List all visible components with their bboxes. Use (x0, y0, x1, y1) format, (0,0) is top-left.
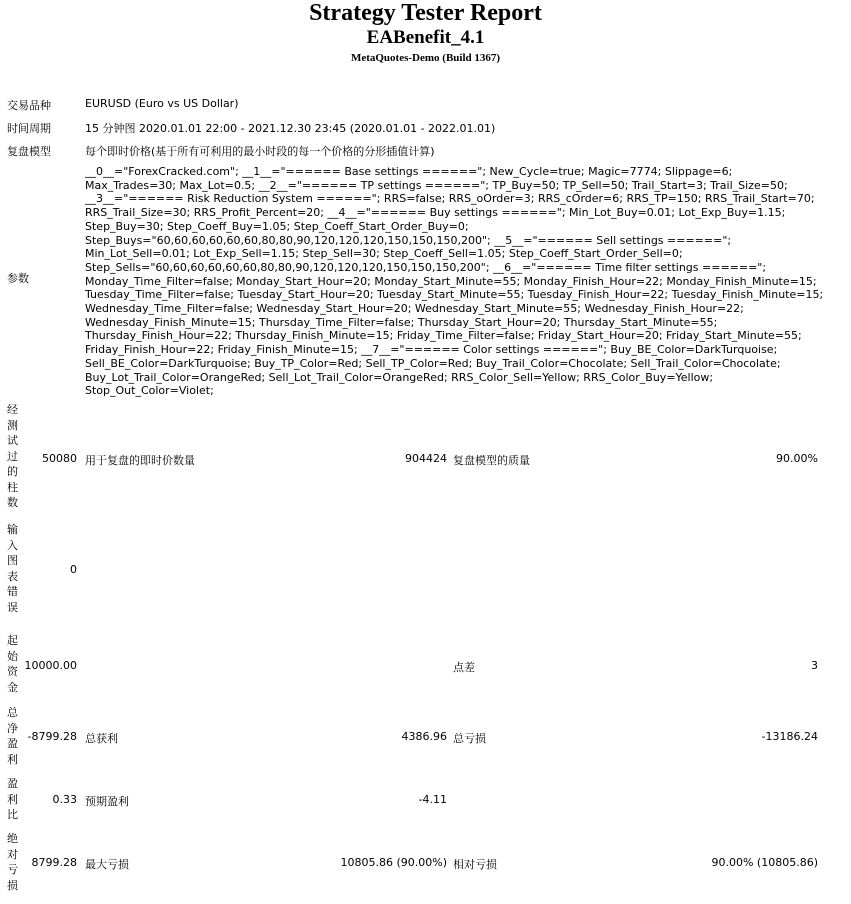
max-drawdown-label: 最大亏损 (85, 858, 129, 871)
deposit-label: 起始资金 (7, 634, 18, 694)
symbol-label: 交易品种 (7, 99, 51, 112)
model-value: 每个即时价格(基于所有可利用的最小时段的每一个价格的分形插值计算) (85, 145, 435, 158)
report-header (0, 0, 851, 66)
report-title: Strategy Tester Report (309, 0, 542, 26)
bars-value: 50080 (42, 452, 77, 465)
ea-name: EABenefit_4.1 (366, 27, 485, 48)
expected-payoff-label: 预期盈利 (85, 795, 129, 808)
spread-label: 点差 (453, 661, 475, 674)
profit-factor-label: 盈利比 (7, 777, 18, 821)
max-drawdown-value: 10805.86 (90.00%) (340, 856, 447, 869)
model-label: 复盘模型 (7, 145, 51, 158)
period-label: 时间周期 (7, 122, 51, 135)
bars-label: 经测试过的柱数 (7, 403, 18, 509)
errors-value: 0 (70, 563, 77, 576)
quality-value: 90.00% (776, 452, 818, 465)
gross-loss-label: 总亏损 (453, 732, 486, 745)
expected-payoff-value: -4.11 (418, 793, 447, 806)
ticks-value: 904424 (405, 452, 447, 465)
gross-loss-value: -13186.24 (761, 730, 818, 743)
gross-profit-value: 4386.96 (401, 730, 447, 743)
quality-label: 复盘模型的质量 (453, 454, 530, 467)
symbol-value: EURUSD (Euro vs US Dollar) (85, 97, 239, 110)
params-label: 参数 (7, 272, 29, 285)
abs-drawdown-value: 8799.28 (31, 856, 77, 869)
profit-factor-value: 0.33 (52, 793, 77, 806)
errors-label: 输入图表错误 (7, 523, 18, 614)
rel-drawdown-label: 相对亏损 (453, 858, 497, 871)
abs-drawdown-label: 绝对亏损 (7, 832, 18, 892)
deposit-value: 10000.00 (24, 659, 77, 672)
period-value: 15 分钟图 2020.01.01 22:00 - 2021.12.30 23:45 (2020.01.01 - 2022.01.01) (85, 122, 496, 135)
rel-drawdown-value: 90.00% (10805.86) (711, 856, 818, 869)
ticks-label: 用于复盘的即时价数量 (85, 454, 195, 467)
gross-profit-label: 总获利 (85, 732, 118, 745)
params-value: __0__="ForexCracked.com"; __1__="====== Base settings ======"; New_Cycle=true; Magic=7774; Slippage=6; Max_Trades=30; Max_Lot=0.5; __2__="====== TP settings ======"; TP_Buy=50; TP_Sell=50; Trail_Start=3; Trail_Size=50; __3__="====== Risk Reduction System ======"; RRS=false; RRS_oOrder=3; RRS_cOrder=6; RRS_TP=150; RRS_Trail_Start=70; RRS_Trail_Size=30; RRS_Profit_Percent=20; __4__="====== Buy settings ======"; Min_Lot_Buy=0.01; Lot_Exp_Buy=1.15; Step_Buy=30; Step_Coeff_Buy=1.05; Step_Coeff_Start_Order_Buy=0; Step_Buys="60,60,60,60,60,60,80,80,90,120,120,120,150,150,150,200"; __5__="====== Sell settings ======"; Min_Lot_Sell=0.01; Lot_Exp_Sell=1.15; Step_Sell=30; Step_Coeff_Sell=1.05; Step_Coeff_Start_Order_Sell=0; Step_Sells="60,60,60,60,60,60,80,80,90,120,120,120,150,150,150,200"; __6__="====== Time filter settings ======"; Monday_Time_Filter=false; Monday_Start_Hour=20; Monday_Start_Minute=55; Monday_Finish_Hour=22; Monday_Finish_Minute=15; Tuesday_Time_Filter=false; Tuesday_Start_Hour=20; Tuesday_Start_Minute=55; Tuesday_Finish_Hour=22; Tuesday_Finish_Minute=15; Wednesday_Time_Filter=false; Wednesday_Start_Hour=20; Wednesday_Start_Minute=55; Wednesday_Finish_Hour=22; Wednesday_Finish_Minute=15; Thursday_Time_Filter=false; Thursday_Start_Hour=20; Thursday_Start_Minute=55; Thursday_Finish_Hour=22; Thursday_Finish_Minute=15; Friday_Time_Filter=false; Friday_Start_Hour=20; Friday_Start_Minute=55; Friday_Finish_Hour=22; Friday_Finish_Minute=15; __7__="====== Color settings ======"; Buy_BE_Color=DarkTurquoise; Sell_BE_Color=DarkTurquoise; Buy_TP_Color=Red; Sell_TP_Color=Red; Buy_Trail_Color=Chocolate; Sell_Trail_Color=Chocolate; Buy_Lot_Trail_Color=OrangeRed; Sell_Lot_Trail_Color=OrangeRed; RRS_Color_Sell=Yellow; RRS_Color_Buy=Yellow; Stop_Out_Color=Violet; (85, 165, 824, 398)
net-profit-label: 总净盈利 (7, 706, 18, 766)
net-profit-value: -8799.28 (27, 730, 77, 743)
server-build: MetaQuotes-Demo (Build 1367) (350, 52, 501, 64)
spread-value: 3 (811, 659, 818, 672)
